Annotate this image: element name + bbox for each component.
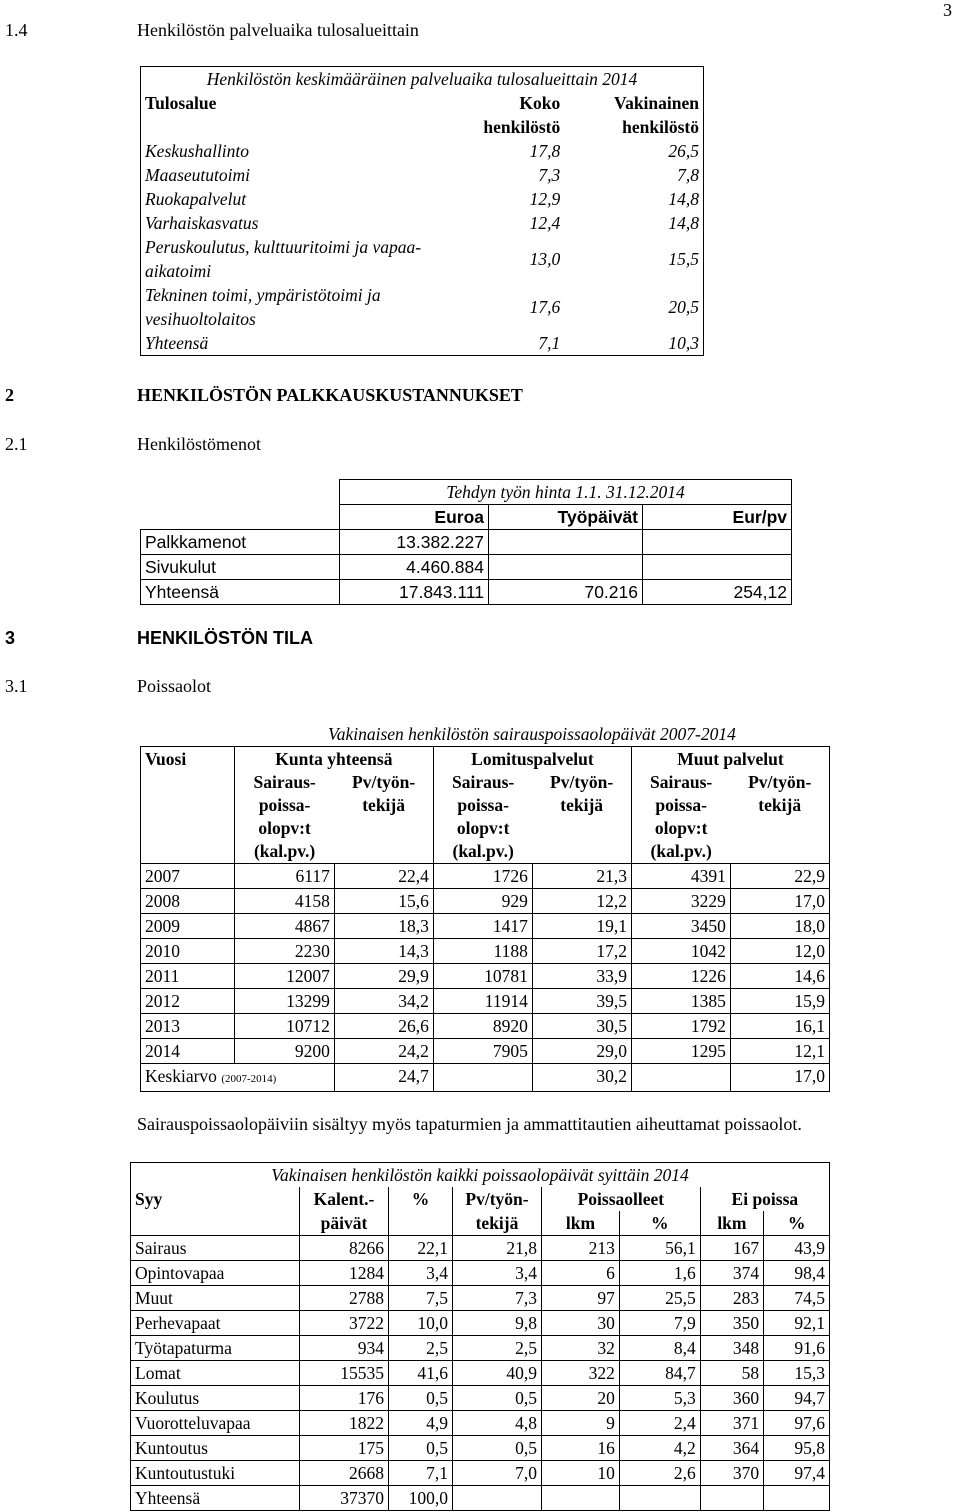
reason-cell: Kuntoutustuki bbox=[131, 1461, 300, 1486]
average-range: (2007-2014) bbox=[221, 1073, 277, 1085]
value-cell: 32 bbox=[542, 1336, 620, 1361]
value-cell: 94,7 bbox=[764, 1386, 830, 1411]
table-row bbox=[131, 1261, 830, 1286]
value-cell: 11914 bbox=[433, 989, 532, 1014]
reason-cell: Opintovapaa bbox=[131, 1261, 300, 1286]
value-cell: 350 bbox=[700, 1311, 763, 1336]
value-cell: 22,4 bbox=[334, 864, 433, 889]
page-number: 3 bbox=[943, 0, 952, 20]
col-header-year: Vuosi bbox=[141, 747, 235, 864]
euroa-value: 13.382.227 bbox=[340, 530, 489, 555]
value-cell: 12,0 bbox=[730, 939, 829, 964]
all-staff-value: 17,6 bbox=[529, 297, 561, 317]
value-cell: 3722 bbox=[300, 1311, 389, 1336]
eurpv-value bbox=[643, 530, 792, 555]
header-line: tekijä bbox=[560, 795, 604, 815]
value-cell: 1417 bbox=[433, 914, 532, 939]
value-cell: 12,1 bbox=[730, 1039, 829, 1064]
value-cell: 7,1 bbox=[389, 1461, 453, 1486]
table-row bbox=[141, 211, 704, 235]
value-cell: 33,9 bbox=[532, 964, 631, 989]
group-header-kunta: Kunta yhteensä bbox=[234, 747, 433, 772]
table-row bbox=[141, 283, 704, 331]
section-3-number: 3 bbox=[5, 628, 16, 648]
table-row bbox=[131, 1411, 830, 1436]
value-cell: 7,5 bbox=[389, 1286, 453, 1311]
reason-cell: Lomat bbox=[131, 1361, 300, 1386]
value-cell: 13299 bbox=[234, 989, 334, 1014]
value-cell: 18,0 bbox=[730, 914, 829, 939]
value-cell: 9200 bbox=[234, 1039, 334, 1064]
value-cell: 4391 bbox=[631, 864, 730, 889]
table-row bbox=[131, 1461, 830, 1486]
header-line: Pv/työn- bbox=[352, 772, 416, 792]
table-row bbox=[141, 555, 792, 580]
value-cell: 4,2 bbox=[619, 1436, 700, 1461]
header-line: (kal.pv.) bbox=[650, 841, 712, 861]
average-label bbox=[141, 1064, 335, 1092]
group-header-ei-poissa: Ei poissa bbox=[731, 1189, 799, 1209]
table-row bbox=[141, 864, 830, 889]
table-caption: Vakinaisen henkilöstön kaikki poissaolopäivät syittäin 2014 bbox=[271, 1165, 689, 1185]
table-row bbox=[131, 1436, 830, 1461]
sick-leave-table bbox=[140, 722, 830, 1092]
col-header-per-employee bbox=[730, 771, 829, 864]
average-label-text: Keskiarvo bbox=[145, 1066, 217, 1086]
value-cell: 74,5 bbox=[764, 1286, 830, 1311]
value-cell: 56,1 bbox=[619, 1236, 700, 1261]
tyopaivat-value bbox=[489, 555, 643, 580]
header-line: olopv:t bbox=[258, 818, 311, 838]
value-cell: 348 bbox=[700, 1336, 763, 1361]
absence-by-reason-table bbox=[130, 1162, 830, 1511]
value-cell: 4867 bbox=[234, 914, 334, 939]
table-row bbox=[131, 1386, 830, 1411]
header-line: Sairaus- bbox=[253, 772, 316, 792]
year-cell: 2012 bbox=[141, 989, 235, 1014]
euroa-value: 17.843.111 bbox=[340, 580, 489, 605]
table-row bbox=[141, 989, 830, 1014]
value-cell: 175 bbox=[300, 1436, 389, 1461]
col-header-per-employee bbox=[334, 771, 433, 864]
all-staff-value: 12,4 bbox=[529, 213, 561, 233]
value-cell: 15535 bbox=[300, 1361, 389, 1386]
reason-cell: Vuorotteluvapaa bbox=[131, 1411, 300, 1436]
permanent-staff-value: 14,8 bbox=[668, 189, 699, 209]
section-3-1-title: Poissaolot bbox=[137, 676, 212, 696]
section-1-4-number: 1.4 bbox=[5, 20, 28, 40]
table-row bbox=[141, 580, 792, 605]
area-name: Peruskoulutus, kulttuuritoimi ja vapaa-aikatoimi bbox=[145, 237, 422, 281]
value-cell: 24,2 bbox=[334, 1039, 433, 1064]
value-cell: 1284 bbox=[300, 1261, 389, 1286]
header-line: tekijä bbox=[362, 795, 406, 815]
col-header-pct: % bbox=[389, 1187, 453, 1236]
value-cell: 1792 bbox=[631, 1014, 730, 1039]
value-cell: 370 bbox=[700, 1461, 763, 1486]
value-cell: 91,6 bbox=[764, 1336, 830, 1361]
value-cell: 22,9 bbox=[730, 864, 829, 889]
group-header-poissaolleet: Poissaolleet bbox=[542, 1187, 701, 1211]
value-cell: 1726 bbox=[433, 864, 532, 889]
value-cell: 29,9 bbox=[334, 964, 433, 989]
value-cell: 30 bbox=[542, 1311, 620, 1336]
header-line: (kal.pv.) bbox=[253, 841, 316, 861]
value-cell: 934 bbox=[300, 1336, 389, 1361]
value-cell: 360 bbox=[700, 1386, 763, 1411]
value-cell: 18,3 bbox=[334, 914, 433, 939]
table-row bbox=[141, 139, 704, 163]
col-header-kalent: Kalent.- päivät bbox=[300, 1187, 389, 1236]
year-cell: 2014 bbox=[141, 1039, 235, 1064]
section-3-1-number: 3.1 bbox=[5, 676, 28, 696]
value-cell: 1188 bbox=[433, 939, 532, 964]
table-row bbox=[141, 1014, 830, 1039]
tyopaivat-value: 70.216 bbox=[489, 580, 643, 605]
value-cell: 7905 bbox=[433, 1039, 532, 1064]
table-row bbox=[141, 939, 830, 964]
labor-cost-table bbox=[140, 479, 792, 605]
value-cell: 374 bbox=[700, 1261, 763, 1286]
value-cell: 10,0 bbox=[389, 1311, 453, 1336]
col-header-permanent: Vakinainen henkilöstö bbox=[614, 93, 699, 137]
header-line: (kal.pv.) bbox=[452, 841, 514, 861]
value-cell: 6 bbox=[542, 1261, 620, 1286]
row-label: Palkkamenot bbox=[141, 530, 340, 555]
section-2-title: HENKILÖSTÖN PALKKAUSKUSTANNUKSET bbox=[137, 385, 523, 405]
value-cell: 3,4 bbox=[453, 1261, 542, 1286]
tyopaivat-value bbox=[489, 530, 643, 555]
col-header-eurpv: Eur/pv bbox=[643, 505, 792, 530]
value-cell: 6117 bbox=[234, 864, 334, 889]
table-row bbox=[141, 964, 830, 989]
value-cell: 22,1 bbox=[389, 1236, 453, 1261]
value-cell: 4,8 bbox=[453, 1411, 542, 1436]
value-cell bbox=[700, 1486, 763, 1511]
value-cell: 37370 bbox=[300, 1486, 389, 1511]
table-row bbox=[131, 1286, 830, 1311]
table-row bbox=[131, 1486, 830, 1511]
value-cell: 8920 bbox=[433, 1014, 532, 1039]
reason-cell: Muut bbox=[131, 1286, 300, 1311]
value-cell: 26,6 bbox=[334, 1014, 433, 1039]
average-row bbox=[141, 1064, 830, 1092]
value-cell: 100,0 bbox=[389, 1486, 453, 1511]
table-row bbox=[131, 1361, 830, 1386]
euroa-value: 4.460.884 bbox=[340, 555, 489, 580]
group-header-lomitus: Lomituspalvelut bbox=[433, 747, 631, 772]
value-cell: 15,3 bbox=[764, 1361, 830, 1386]
header-line: Sairaus- bbox=[452, 772, 515, 792]
col-header-sick-days bbox=[631, 771, 730, 864]
area-name: Keskushallinto bbox=[145, 141, 250, 161]
col-header-sick-days bbox=[234, 771, 334, 864]
average-empty bbox=[631, 1064, 730, 1092]
value-cell: 43,9 bbox=[764, 1236, 830, 1261]
value-cell: 10712 bbox=[234, 1014, 334, 1039]
col-header-lkm: lkm bbox=[542, 1211, 620, 1236]
area-name: Varhaiskasvatus bbox=[145, 213, 259, 233]
header-line: poissa- bbox=[258, 795, 311, 815]
value-cell: 14,6 bbox=[730, 964, 829, 989]
header-line: poissa- bbox=[457, 795, 509, 815]
value-cell: 1226 bbox=[631, 964, 730, 989]
average-muut: 17,0 bbox=[730, 1064, 829, 1092]
reason-cell: Sairaus bbox=[131, 1236, 300, 1261]
value-cell: 84,7 bbox=[619, 1361, 700, 1386]
section-2-1-title: Henkilöstömenot bbox=[137, 434, 261, 454]
value-cell: 20 bbox=[542, 1386, 620, 1411]
year-cell: 2011 bbox=[141, 964, 235, 989]
value-cell: 2,5 bbox=[453, 1336, 542, 1361]
value-cell: 322 bbox=[542, 1361, 620, 1386]
col-header-area: Tulosalue bbox=[145, 93, 217, 113]
table-row bbox=[141, 889, 830, 914]
note-text: Sairauspoissaolopäiviin sisältyy myös tapaturmien ja ammattitautien aiheuttamat poissaolot. bbox=[137, 1114, 802, 1134]
value-cell: 2788 bbox=[300, 1286, 389, 1311]
table-row bbox=[141, 914, 830, 939]
permanent-staff-value: 10,3 bbox=[668, 333, 699, 353]
value-cell: 371 bbox=[700, 1411, 763, 1436]
value-cell: 29,0 bbox=[532, 1039, 631, 1064]
value-cell: 15,9 bbox=[730, 989, 829, 1014]
value-cell: 92,1 bbox=[764, 1311, 830, 1336]
area-name: Tekninen toimi, ympäristötoimi ja vesihuoltolaitos bbox=[145, 285, 381, 329]
average-empty bbox=[433, 1064, 532, 1092]
value-cell: 0,5 bbox=[389, 1436, 453, 1461]
value-cell: 2,6 bbox=[619, 1461, 700, 1486]
value-cell: 7,9 bbox=[619, 1311, 700, 1336]
value-cell: 3,4 bbox=[389, 1261, 453, 1286]
section-2-1-number: 2.1 bbox=[5, 434, 28, 454]
value-cell: 2,4 bbox=[619, 1411, 700, 1436]
value-cell: 213 bbox=[542, 1236, 620, 1261]
col-header-sick-days bbox=[433, 771, 532, 864]
value-cell: 25,5 bbox=[619, 1286, 700, 1311]
value-cell: 7,3 bbox=[453, 1286, 542, 1311]
table-row bbox=[131, 1236, 830, 1261]
value-cell: 1385 bbox=[631, 989, 730, 1014]
value-cell: 10 bbox=[542, 1461, 620, 1486]
value-cell: 97 bbox=[542, 1286, 620, 1311]
value-cell bbox=[453, 1486, 542, 1511]
all-staff-value: 12,9 bbox=[529, 189, 561, 209]
group-header-muut: Muut palvelut bbox=[631, 747, 829, 772]
value-cell: 4158 bbox=[234, 889, 334, 914]
value-cell: 2230 bbox=[234, 939, 334, 964]
table-row bbox=[141, 187, 704, 211]
permanent-staff-value: 14,8 bbox=[668, 213, 699, 233]
value-cell: 176 bbox=[300, 1386, 389, 1411]
col-header-euroa: Euroa bbox=[340, 505, 489, 530]
header-line: tekijä bbox=[758, 795, 802, 815]
year-cell: 2010 bbox=[141, 939, 235, 964]
value-cell: 3450 bbox=[631, 914, 730, 939]
value-cell: 364 bbox=[700, 1436, 763, 1461]
year-cell: 2013 bbox=[141, 1014, 235, 1039]
section-3-title: HENKILÖSTÖN TILA bbox=[137, 628, 313, 648]
row-label: Sivukulut bbox=[141, 555, 340, 580]
value-cell: 12007 bbox=[234, 964, 334, 989]
col-header-per-employee bbox=[532, 771, 631, 864]
value-cell: 16 bbox=[542, 1436, 620, 1461]
value-cell: 9,8 bbox=[453, 1311, 542, 1336]
section-1-4-title: Henkilöstön palveluaika tulosalueittain bbox=[137, 20, 419, 40]
table-row bbox=[141, 235, 704, 283]
col-header-pv: Pv/työn- tekijä bbox=[453, 1187, 542, 1236]
table-row bbox=[141, 163, 704, 187]
permanent-staff-value: 15,5 bbox=[668, 249, 699, 269]
value-cell: 16,1 bbox=[730, 1014, 829, 1039]
all-staff-value: 13,0 bbox=[529, 249, 561, 269]
value-cell: 39,5 bbox=[532, 989, 631, 1014]
value-cell: 1822 bbox=[300, 1411, 389, 1436]
value-cell: 1295 bbox=[631, 1039, 730, 1064]
value-cell: 0,5 bbox=[389, 1386, 453, 1411]
value-cell: 0,5 bbox=[453, 1436, 542, 1461]
value-cell bbox=[764, 1486, 830, 1511]
value-cell: 14,3 bbox=[334, 939, 433, 964]
value-cell: 8,4 bbox=[619, 1336, 700, 1361]
col-header-pct: % bbox=[619, 1211, 700, 1236]
reason-cell: Kuntoutus bbox=[131, 1436, 300, 1461]
value-cell bbox=[619, 1486, 700, 1511]
table-caption: Vakinaisen henkilöstön sairauspoissaolopäivät 2007-2014 bbox=[327, 724, 736, 744]
col-header-pct: % bbox=[787, 1213, 806, 1233]
all-staff-value: 7,1 bbox=[538, 333, 561, 353]
header-line: olopv:t bbox=[456, 818, 510, 838]
value-cell: 3229 bbox=[631, 889, 730, 914]
table-row bbox=[141, 1039, 830, 1064]
value-cell: 167 bbox=[700, 1236, 763, 1261]
value-cell: 8266 bbox=[300, 1236, 389, 1261]
table-caption: Tehdyn työn hinta 1.1. 31.12.2014 bbox=[340, 480, 792, 505]
value-cell: 97,6 bbox=[764, 1411, 830, 1436]
value-cell: 34,2 bbox=[334, 989, 433, 1014]
area-name: Yhteensä bbox=[145, 333, 209, 353]
col-header-lkm: lkm bbox=[700, 1211, 763, 1236]
header-line: olopv:t bbox=[654, 818, 708, 838]
table-row bbox=[131, 1311, 830, 1336]
value-cell bbox=[542, 1486, 620, 1511]
year-cell: 2009 bbox=[141, 914, 235, 939]
value-cell: 41,6 bbox=[389, 1361, 453, 1386]
header-line: poissa- bbox=[655, 795, 707, 815]
average-kunta: 24,7 bbox=[334, 1064, 433, 1092]
permanent-staff-value: 26,5 bbox=[668, 141, 699, 161]
value-cell: 1042 bbox=[631, 939, 730, 964]
value-cell: 58 bbox=[700, 1361, 763, 1386]
value-cell: 95,8 bbox=[764, 1436, 830, 1461]
header-line: Pv/työn- bbox=[748, 772, 812, 792]
value-cell: 1,6 bbox=[619, 1261, 700, 1286]
value-cell: 929 bbox=[433, 889, 532, 914]
value-cell: 283 bbox=[700, 1286, 763, 1311]
reason-cell: Perhevapaat bbox=[131, 1311, 300, 1336]
value-cell: 21,8 bbox=[453, 1236, 542, 1261]
section-2-number: 2 bbox=[5, 385, 14, 405]
value-cell: 19,1 bbox=[532, 914, 631, 939]
col-header-tyopaivat: Työpäivät bbox=[489, 505, 643, 530]
area-name: Maaseututoimi bbox=[145, 165, 250, 185]
eurpv-value bbox=[643, 555, 792, 580]
row-label: Yhteensä bbox=[141, 580, 340, 605]
permanent-staff-value: 20,5 bbox=[668, 297, 699, 317]
value-cell: 7,0 bbox=[453, 1461, 542, 1486]
value-cell: 97,4 bbox=[764, 1461, 830, 1486]
reason-cell: Yhteensä bbox=[131, 1486, 300, 1511]
eurpv-value: 254,12 bbox=[643, 580, 792, 605]
value-cell: 40,9 bbox=[453, 1361, 542, 1386]
value-cell: 10781 bbox=[433, 964, 532, 989]
average-lomitus: 30,2 bbox=[532, 1064, 631, 1092]
value-cell: 30,5 bbox=[532, 1014, 631, 1039]
value-cell: 9 bbox=[542, 1411, 620, 1436]
col-header-all: Koko henkilöstö bbox=[483, 93, 561, 137]
year-cell: 2007 bbox=[141, 864, 235, 889]
header-line: Pv/työn- bbox=[550, 772, 614, 792]
value-cell: 12,2 bbox=[532, 889, 631, 914]
table-row bbox=[131, 1336, 830, 1361]
value-cell: 4,9 bbox=[389, 1411, 453, 1436]
header-line: Sairaus- bbox=[650, 772, 713, 792]
all-staff-value: 7,3 bbox=[538, 165, 561, 185]
year-cell: 2008 bbox=[141, 889, 235, 914]
value-cell: 17,0 bbox=[730, 889, 829, 914]
area-name: Ruokapalvelut bbox=[145, 189, 247, 209]
permanent-staff-value: 7,8 bbox=[677, 165, 699, 185]
col-header-syy: Syy bbox=[131, 1187, 300, 1236]
value-cell: 0,5 bbox=[453, 1386, 542, 1411]
value-cell: 17,2 bbox=[532, 939, 631, 964]
all-staff-value: 17,8 bbox=[529, 141, 561, 161]
reason-cell: Koulutus bbox=[131, 1386, 300, 1411]
value-cell: 5,3 bbox=[619, 1386, 700, 1411]
service-time-table bbox=[140, 66, 704, 356]
value-cell: 15,6 bbox=[334, 889, 433, 914]
value-cell: 98,4 bbox=[764, 1261, 830, 1286]
value-cell: 2,5 bbox=[389, 1336, 453, 1361]
table-row bbox=[141, 530, 792, 555]
value-cell: 21,3 bbox=[532, 864, 631, 889]
value-cell: 2668 bbox=[300, 1461, 389, 1486]
table-row bbox=[141, 331, 704, 356]
reason-cell: Työtapaturma bbox=[131, 1336, 300, 1361]
table-caption: Henkilöstön keskimääräinen palveluaika tulosalueittain 2014 bbox=[206, 69, 638, 89]
